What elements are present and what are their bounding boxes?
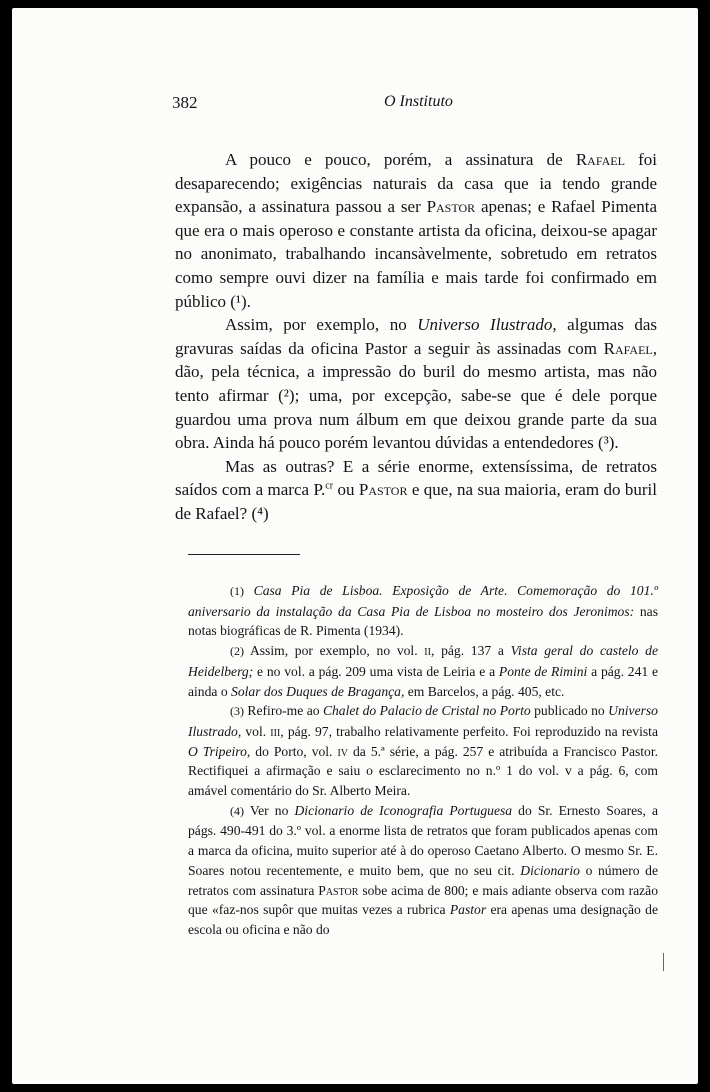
footnote-rule <box>188 554 300 555</box>
footnote-4: (4) Ver no Dicionario de Iconografia Portuguesa do Sr. Ernesto Soares, a págs. 490-491 do 3.º vol. a enorme lista de retratos que foram publicados apenas com a marca da oficina, muito superior até à do operoso Caetano Alberto. O mesmo Sr. E. Soares notou recentemente, e muito bem, que no seu cit. Dicionario o número de retratos com assinatura Pastor sobe acima de 800; e mais adiante observa com razão que «faz-nos supôr que muitas vezes a rubrica Pastor era apenas uma designação de escola ou oficina e não do <box>188 802 658 937</box>
footnote-ref: (⁴) <box>251 503 269 523</box>
paragraph-2: Assim, por exemplo, no Universo Ilustrado, algumas das gravuras saídas da oficina Pastor a seguir às assinadas com Rafael, dão, pela técnica, a impressão do buril do mesmo artista, mas não tento afirmar (²); uma, por excepção, sabe-se que é dele porque guardou uma prova num álbum em que deixou grande parte da sua obra. Ainda há pouco porém levantou dúvidas a entendedores (³). <box>175 315 658 453</box>
footnote-3: (3) Refiro-me ao Chalet do Palacio de Cristal no Porto publicado no Universo Ilustrado, vol. iii, pág. 97, trabalho relativamente perfeito. Foi reproduzido na revista O Tripeiro, do Porto, vol. iv da 5.ª série, a pág. 257 e atribuída a Francisco Pastor. Rectifiquei a afirmação e saiu o esclarecimento no n.º 1 do vol. v a pág. 6, com amável comentário do Sr. Alberto Meira. <box>188 703 659 799</box>
footnote-ref: (³) <box>597 433 615 453</box>
page-header <box>172 93 662 123</box>
page-number: 382 <box>172 93 198 112</box>
paragraph-3: Mas as outras? E a série enorme, extensíssima, de retratos saídos com a marca P.$^{cr}$ ou Pastor e que, na sua maioria, eram do buril de Rafael? (⁴) <box>175 456 657 523</box>
paragraph-1: A pouco e pouco, porém, a assinatura de Rafael foi desaparecendo; exigências naturais da casa que ia tendo grande expansão, a assinatura passou a ser Pastor apenas; e Rafael Pimenta que era o mais operoso e constante artista da oficina, deixou-se apagar no anonimato, trabalhando incansàvelmente, sobretudo em retratos como sempre ouvi dizer na família e mais tarde foi confirmado em público (¹). <box>175 150 657 311</box>
scan-artifact <box>663 953 664 971</box>
footnote-1: (1) Casa Pia de Lisboa. Exposição de Arte. Comemoração do 101.º aniversario da instalação da Casa Pia de Lisboa no mosteiro dos Jeronimos: nas notas biográficas de R. Pimenta (1934). <box>188 583 658 639</box>
footnote-ref: (²) <box>278 385 295 405</box>
book-page <box>12 8 698 1084</box>
footnotes <box>188 581 658 940</box>
footnote-ref: (¹) <box>230 291 247 311</box>
footnote-2: (2) Assim, por exemplo, no vol. ii, pág. 137 a Vista geral do castelo de Heidelberg; e no vol. a pág. 209 uma vista de Leiria e a Ponte de Rimini a pág. 241 e ainda o Solar dos Duques de Bragança, em Barcelos, a pág. 405, etc. <box>188 643 659 699</box>
running-title: O Instituto <box>384 93 453 110</box>
main-text <box>175 148 657 526</box>
